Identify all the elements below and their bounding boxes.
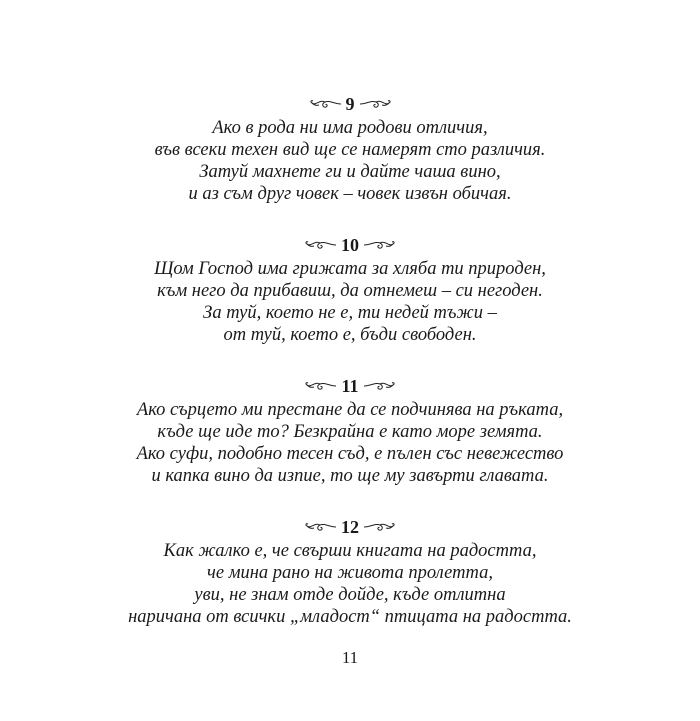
stanza-9 <box>0 93 700 205</box>
stanza-heading <box>0 375 700 397</box>
flourish-icon <box>363 520 397 534</box>
verse-line: уви, не знам отде дойде, къде отлитна <box>194 585 506 605</box>
verse-line: За туй, което не е, ти недей тъжи – <box>203 303 497 323</box>
flourish-icon <box>303 379 337 393</box>
verse-line: във всеки техен вид ще се намерят сто различия. <box>154 140 546 160</box>
verse-line: че мина рано на живота пролетта, <box>207 563 493 583</box>
flourish-icon <box>359 97 393 111</box>
verse-line: Ако в рода ни има родови отличия, <box>212 118 488 138</box>
stanza-number: 9 <box>345 94 355 114</box>
stanza-number: 12 <box>341 517 359 537</box>
verse-line: наричана от всички „младост“ птицата на радостта. <box>128 607 572 627</box>
flourish-icon <box>308 97 342 111</box>
stanza-10 <box>0 234 700 346</box>
stanza-12 <box>0 516 700 628</box>
stanza-number: 11 <box>341 376 359 396</box>
verse-line: Ако суфи, подобно тесен съд, е пълен със невежество <box>136 444 564 464</box>
verse-line: Как жалко е, че свърши книгата на радостта, <box>163 541 537 561</box>
stanza-heading <box>0 93 700 115</box>
verse-line: към него да прибавиш, да отнемеш – си негоден. <box>157 281 543 301</box>
flourish-icon <box>303 238 337 252</box>
verse-line: Затуй махнете ги и дайте чаша вино, <box>199 162 501 182</box>
stanza-11 <box>0 375 700 487</box>
stanza-heading <box>0 234 700 256</box>
verse-line: Ако сърцето ми престане да се подчинява на ръката, <box>136 400 564 420</box>
stanza-number: 10 <box>341 235 359 255</box>
page-number: 11 <box>341 648 359 667</box>
verse-line: Щом Господ има грижата за хляба ти природен, <box>154 259 546 279</box>
verse-line: къде ще иде то? Безкрайна е като море земята. <box>157 422 543 442</box>
verse-line: от туй, което е, бъди свободен. <box>223 325 477 345</box>
flourish-icon <box>363 379 397 393</box>
stanza-heading <box>0 516 700 538</box>
flourish-icon <box>303 520 337 534</box>
verse-line: и аз съм друг човек – човек извън обичая. <box>188 184 512 204</box>
verse-line: и капка вино да изпие, то ще му завърти главата. <box>151 466 549 486</box>
flourish-icon <box>363 238 397 252</box>
